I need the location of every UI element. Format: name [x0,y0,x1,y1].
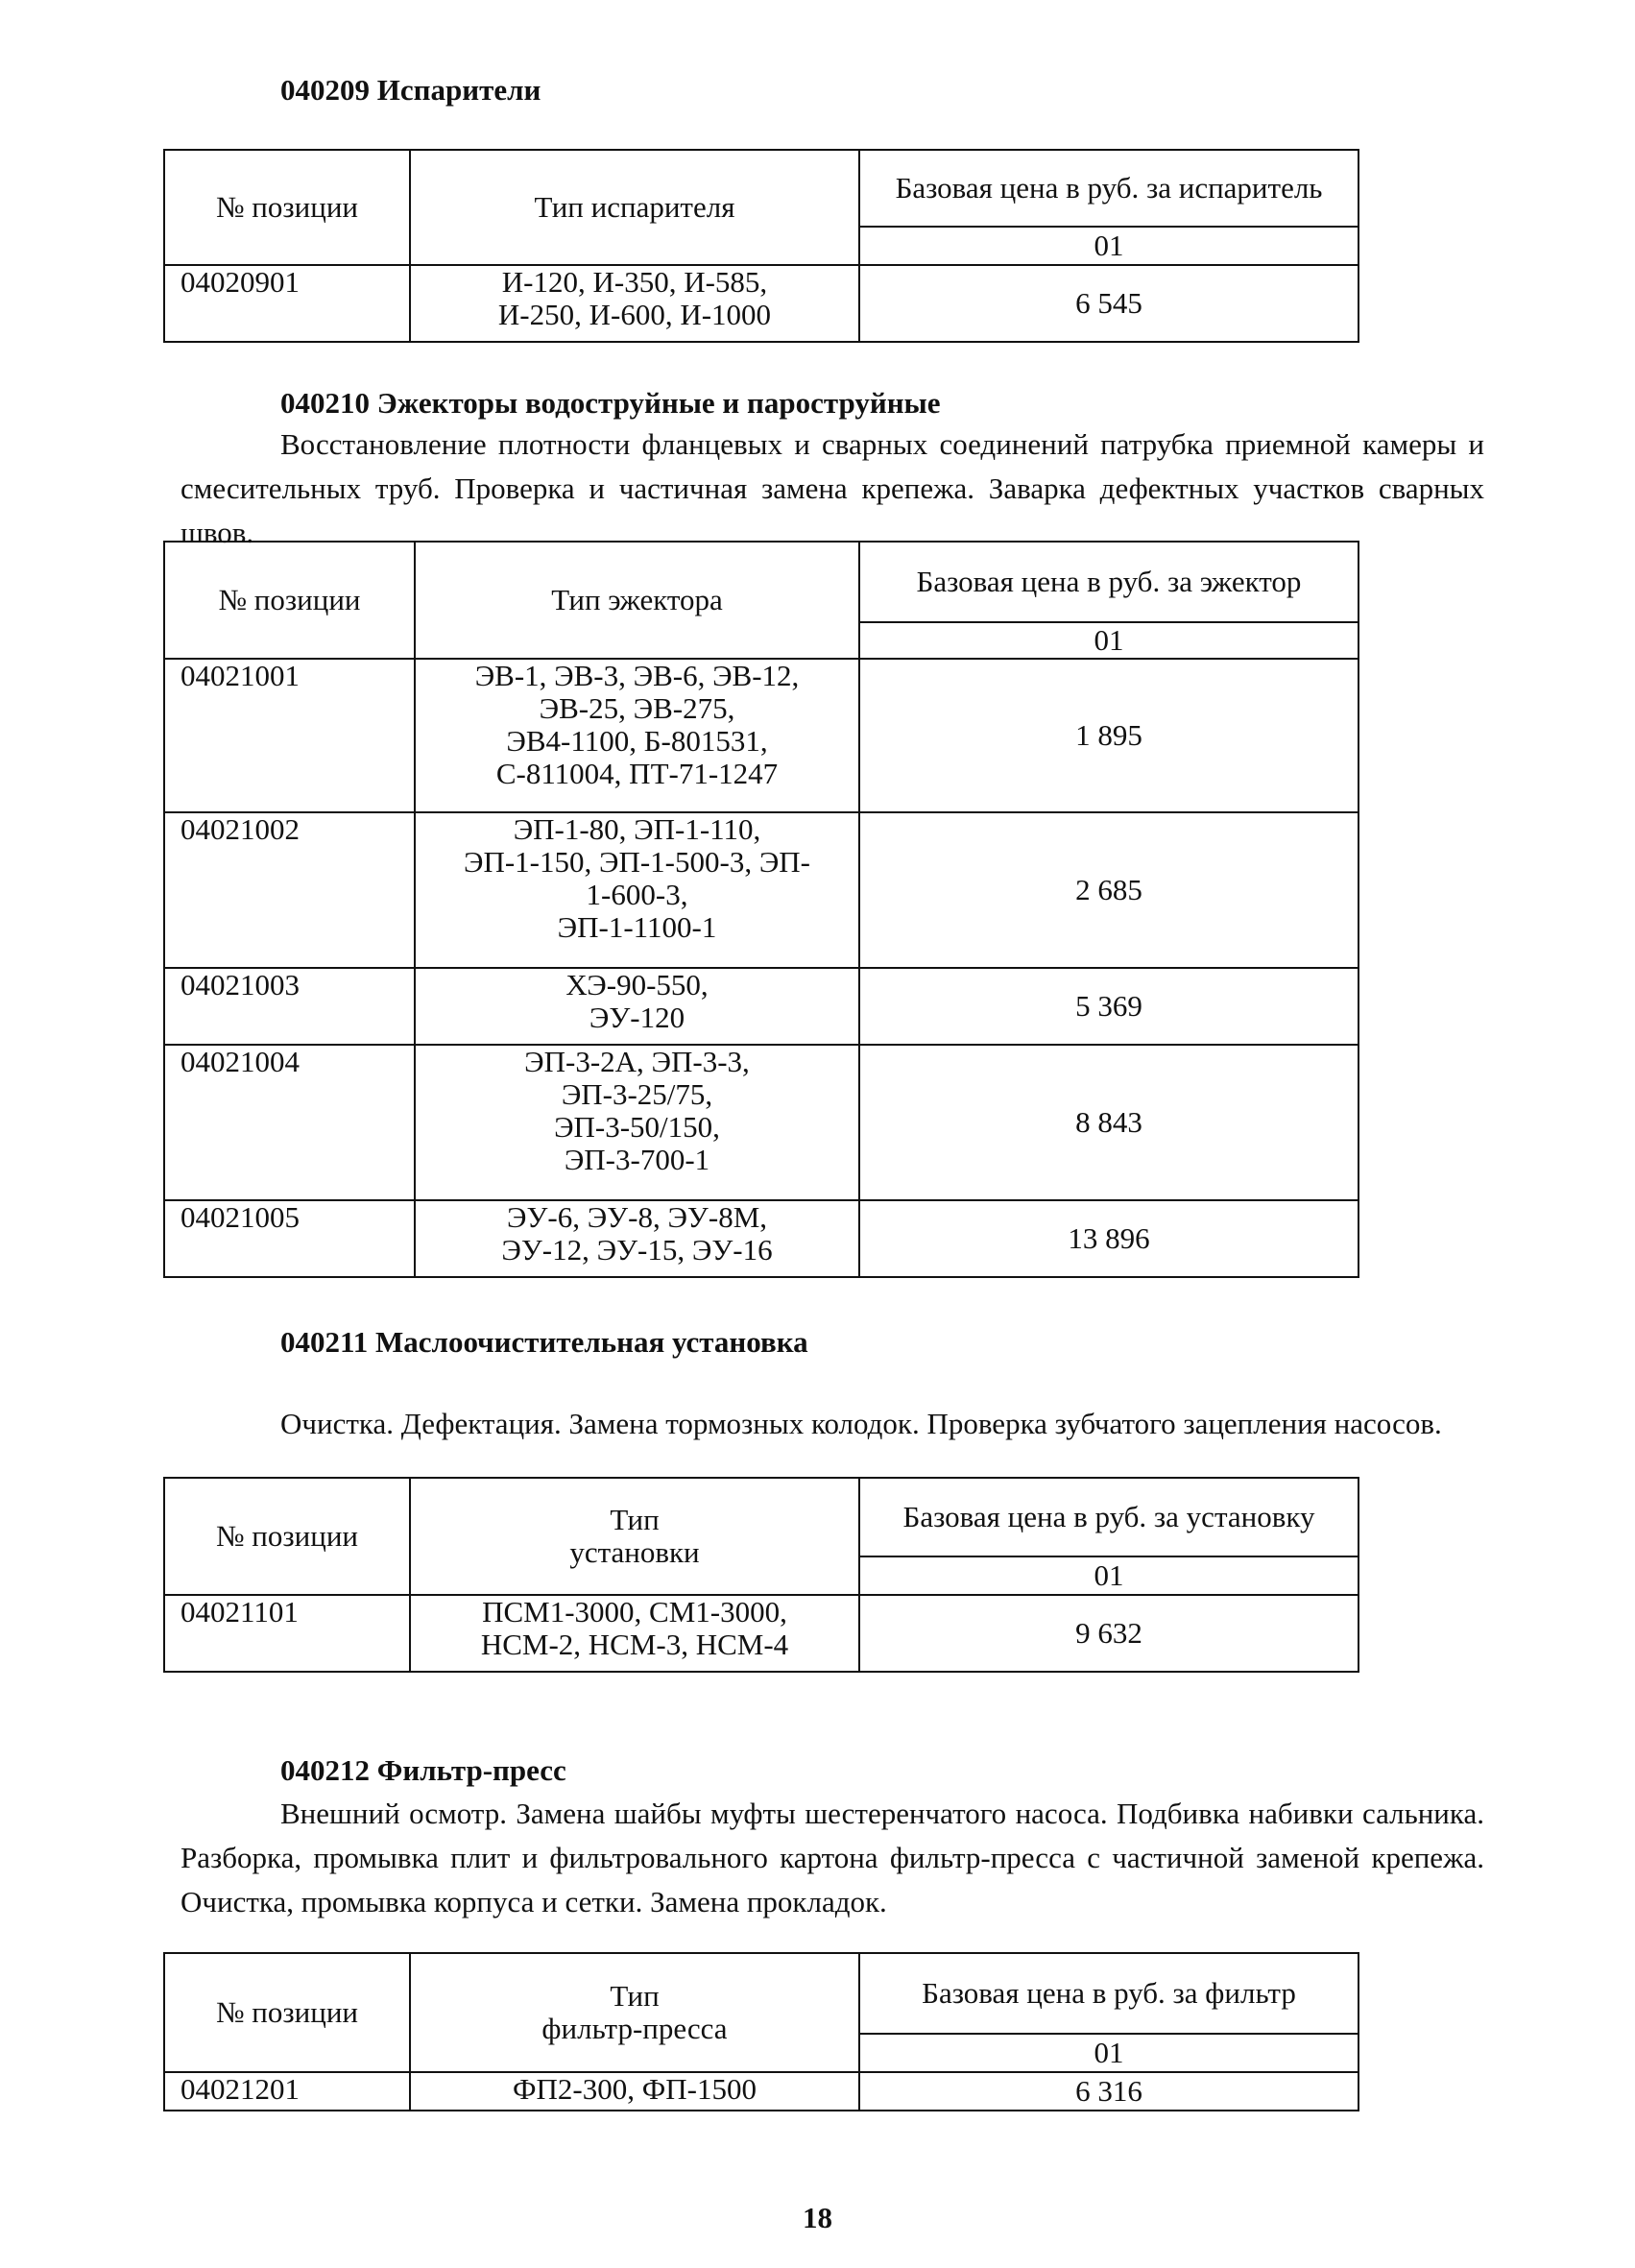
price-cell: 6 316 [859,2072,1358,2111]
section-heading-040209: 040209 Испарители [280,73,541,107]
table-row [164,265,1358,342]
col-header-price: Базовая цена в руб. за эжектор [859,542,1358,622]
col-header-code: 01 [859,622,1358,659]
col-header-position: № позиции [164,1478,410,1595]
price-cell: 8 843 [859,1045,1358,1200]
type-cell: ЭВ-1, ЭВ-3, ЭВ-6, ЭВ-12, ЭВ-25, ЭВ-275, ЭВ4-1100, Б-801531, С-811004, ПТ-71-1247 [415,659,859,812]
price-cell: 6 545 [859,265,1358,342]
position-cell: 04021201 [164,2072,410,2111]
table-row [164,812,1358,968]
type-cell: И-120, И-350, И-585, И-250, И-600, И-1000 [410,265,859,342]
col-header-type: Тип фильтр-пресса [410,1953,859,2072]
col-header-price: Базовая цена в руб. за испаритель [859,150,1358,227]
table-040210 [163,541,1359,1278]
position-cell: 04021101 [164,1595,410,1672]
col-header-position: № позиции [164,1953,410,2072]
table-040211 [163,1477,1359,1673]
position-cell: 04021005 [164,1200,415,1277]
price-cell: 1 895 [859,659,1358,812]
type-cell: ЭП-1-80, ЭП-1-110, ЭП-1-150, ЭП-1-500-3, ЭП- 1-600-3, ЭП-1-1100-1 [415,812,859,968]
table-040212 [163,1952,1359,2111]
table-row [164,659,1358,812]
price-cell: 5 369 [859,968,1358,1045]
price-cell: 13 896 [859,1200,1358,1277]
type-cell: ПСМ1-3000, СМ1-3000, НСМ-2, НСМ-3, НСМ-4 [410,1595,859,1672]
section-heading-040212: 040212 Фильтр-пресс [280,1753,566,1787]
position-cell: 04021003 [164,968,415,1045]
type-cell: ФП2-300, ФП-1500 [410,2072,859,2111]
col-header-code: 01 [859,227,1358,265]
type-cell: ЭП-3-2А, ЭП-3-3, ЭП-3-25/75, ЭП-3-50/150, ЭП-3-700-1 [415,1045,859,1200]
table-row [164,1200,1358,1277]
price-cell: 2 685 [859,812,1358,968]
section-description-040212: Внешний осмотр. Замена шайбы муфты шестеренчатого насоса. Подбивка набивки сальника. Разборка, промывка плит и фильтровального картона фильтр-пресса с частичной заменой крепежа. Очистка, промывка корпуса и сетки. Замена прокладок. [180,1797,1484,1918]
type-cell: ЭУ-6, ЭУ-8, ЭУ-8М, ЭУ-12, ЭУ-15, ЭУ-16 [415,1200,859,1277]
page-number: 18 [803,2201,832,2234]
table-row [164,1045,1358,1200]
table-row [164,2072,1358,2111]
col-header-price: Базовая цена в руб. за фильтр [859,1953,1358,2034]
position-cell: 04020901 [164,265,410,342]
col-header-code: 01 [859,1556,1358,1595]
section-description-040211: Очистка. Дефектация. Замена тормозных колодок. Проверка зубчатого зацепления насосов. [280,1407,1442,1440]
col-header-type: Тип установки [410,1478,859,1595]
col-header-type: Тип испарителя [410,150,859,265]
col-header-type: Тип эжектора [415,542,859,659]
col-header-position: № позиции [164,150,410,265]
section-description-040210: Восстановление плотности фланцевых и сварных соединений патрубка приемной камеры и смесительных труб. Проверка и частичная замена крепежа. Заварка дефектных участков сварных швов. [180,427,1484,549]
col-header-code: 01 [859,2034,1358,2072]
table-row [164,1595,1358,1672]
position-cell: 04021002 [164,812,415,968]
price-cell: 9 632 [859,1595,1358,1672]
section-heading-040211: 040211 Маслоочистительная установка [280,1325,808,1359]
col-header-position: № позиции [164,542,415,659]
table-row [164,968,1358,1045]
position-cell: 04021001 [164,659,415,812]
table-040209 [163,149,1359,343]
type-cell: ХЭ-90-550, ЭУ-120 [415,968,859,1045]
section-heading-040210: 040210 Эжекторы водоструйные и пароструйные [280,386,941,420]
position-cell: 04021004 [164,1045,415,1200]
col-header-price: Базовая цена в руб. за установку [859,1478,1358,1556]
